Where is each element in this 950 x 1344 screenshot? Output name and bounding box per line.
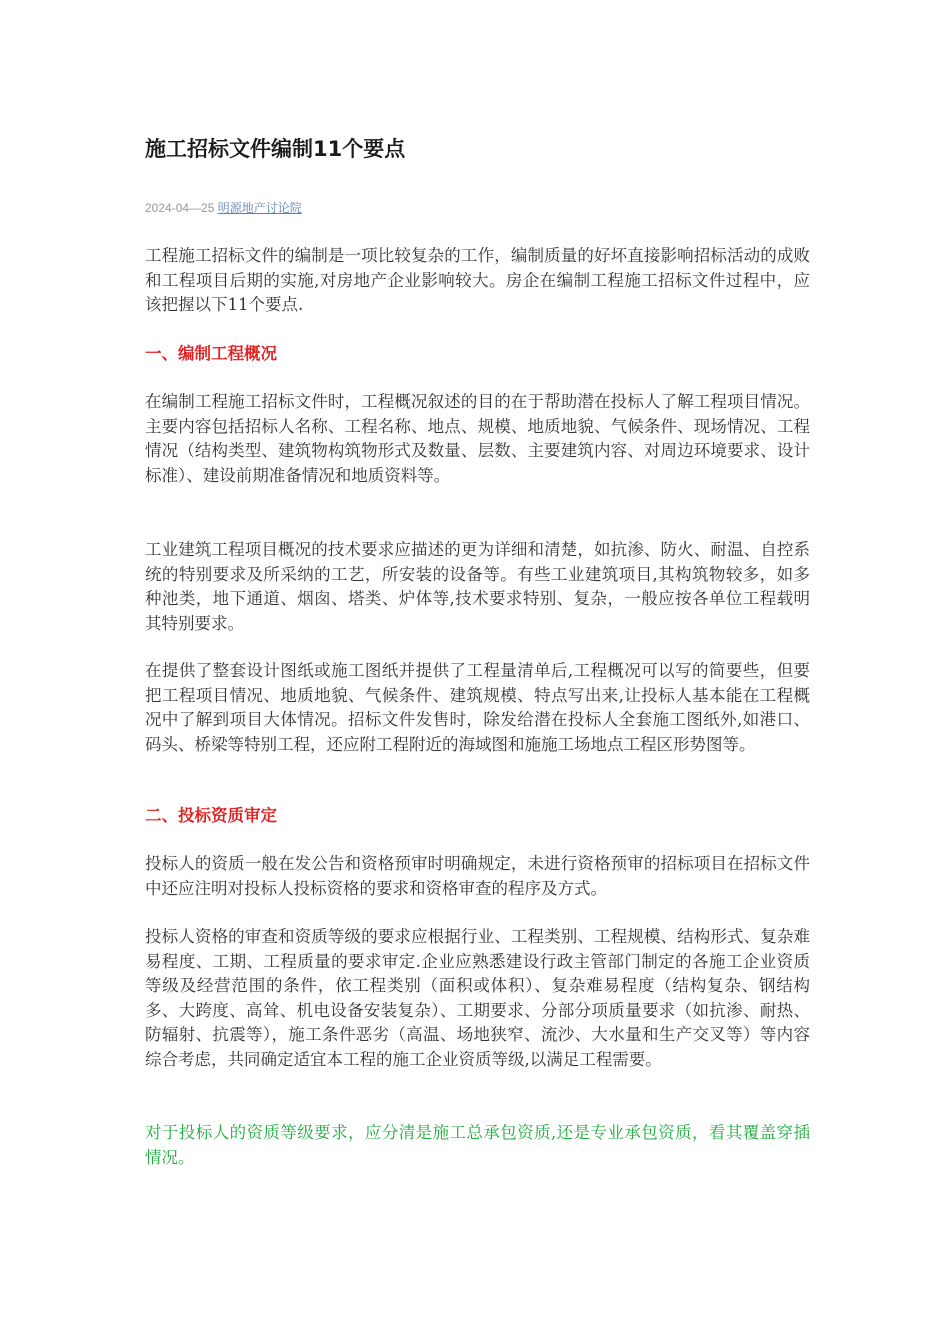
article-date: 2024-04—25 (145, 201, 215, 215)
section-2-heading: 二、投标资质审定 (145, 806, 277, 825)
section-2-paragraph-2: 投标人资格的审查和资质等级的要求应根据行业、工程类别、工程规模、结构形式、复杂难易程度、工期、工程质量的要求审定.企业应熟悉建设行政主管部门制定的各施工企业资质等级及经营范围的条件，依工程类别（面积或体积）、复杂难易程度（结构复杂、钢结构多、大跨度、高耸、机电设备安装复杂）、工期要求、分部分项质量要求（如抗渗、耐热、防辐射、抗震等），施工条件恶劣（高温、场地狭窄、流沙、大水量和生产交叉等）等内容综合考虑，共同确定适宜本工程的施工企业资质等级,以满足工程需要。 (145, 927, 810, 1069)
section-1-paragraph-3: 在提供了整套设计图纸或施工图纸并提供了工程量清单后,工程概况可以写的简要些，但要把工程项目情况、地质地貌、气候条件、建筑规模、特点写出来,让投标人基本能在工程概况中了解到项目大体情况。招标文件发售时，除发给潜在投标人全套施工图纸外,如港口、码头、桥梁等特别工程，还应附工程附近的海域图和施施工场地点工程区形势图等。 (145, 661, 810, 754)
section-2-highlight-paragraph: 对于投标人的资质等级要求，应分清是施工总承包资质,还是专业承包资质，看其覆盖穿插情况。 (145, 1123, 810, 1167)
intro-paragraph: 工程施工招标文件的编制是一项比较复杂的工作，编制质量的好坏直接影响招标活动的成败和工程项目后期的实施,对房地产企业影响较大。房企在编制工程施工招标文件过程中，应该把握以下11个要点. (145, 246, 810, 314)
section-1-heading: 一、编制工程概况 (145, 344, 277, 363)
article-meta (145, 199, 302, 217)
section-1-paragraph-2: 工业建筑工程项目概况的技术要求应描述的更为详细和清楚，如抗渗、防火、耐温、自控系统的特别要求及所采纳的工艺，所安装的设备等。有些工业建筑项目,其构筑物较多，如多种池类，地下通道、烟囱、塔类、炉体等,技术要求特别、复杂，一般应按各单位工程载明其特别要求。 (145, 540, 810, 633)
section-2-paragraph-1: 投标人的资质一般在发公告和资格预审时明确规定，未进行资格预审的招标项目在招标文件中还应注明对投标人投标资格的要求和资格审查的程序及方式。 (145, 854, 810, 898)
source-link[interactable]: 明源地产讨论院 (217, 201, 302, 215)
section-1-paragraph-1: 在编制工程施工招标文件时，工程概况叙述的目的在于帮助潜在投标人了解工程项目情况。主要内容包括招标人名称、工程名称、地点、规模、地质地貌、气候条件、现场情况、工程情况（结构类型、建筑物构筑物形式及数量、层数、主要建筑内容、对周边环境要求、设计标准）、建设前期准备情况和地质资料等。 (145, 392, 810, 485)
article-title: 施工招标文件编制11个要点 (145, 137, 406, 161)
